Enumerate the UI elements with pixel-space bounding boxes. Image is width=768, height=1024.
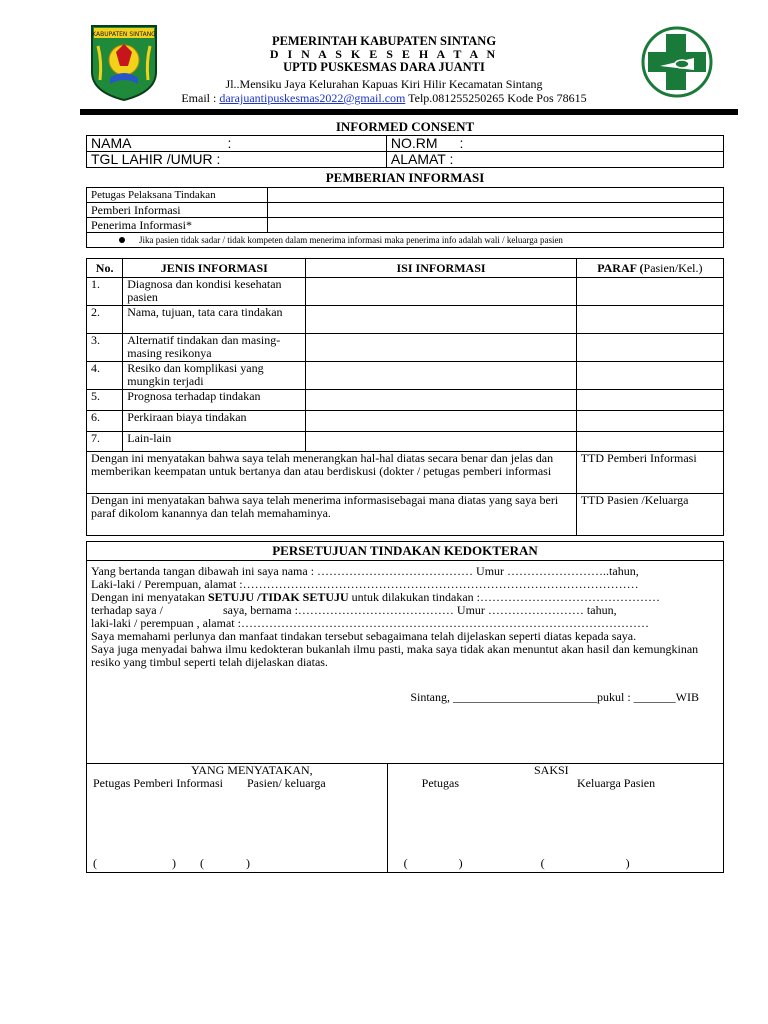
isi-cell[interactable] — [306, 334, 576, 362]
yang-menyatakan-roles — [91, 777, 383, 790]
paraf-cell[interactable] — [576, 306, 723, 334]
row-jenis: Perkiraan biaya tindakan — [123, 411, 306, 432]
row-jenis: Alternatif tindakan dan masing-masing resikonya — [123, 334, 306, 362]
paraf-cell[interactable] — [576, 390, 723, 411]
row-no: 6. — [87, 411, 123, 432]
nama-field[interactable]: NAMA : — [87, 136, 387, 152]
row-no: 5. — [87, 390, 123, 411]
statement-penerima: Dengan ini menyatakan bahwa saya telah menerima informasisebagai mana diatas yang saya beri paraf dikolom kanannya dan telah memahaminya. — [87, 494, 577, 536]
isi-cell[interactable] — [306, 390, 576, 411]
line-alamat[interactable]: Laki-laki / Perempuan, alamat :……………………………………………………………………………………… — [91, 577, 639, 591]
line-pernyataan[interactable]: Dengan ini menyatakan SETUJU /TIDAK SETUJU untuk dilakukan tindakan :……………………………………… — [91, 590, 660, 604]
col-isi: ISI INFORMASI — [306, 259, 576, 278]
col-jenis: JENIS INFORMASI — [123, 259, 306, 278]
row-no: 7. — [87, 432, 123, 452]
header-address: Jl..Mensiku Jaya Kelurahan Kapuas Kiri Hilir Kecamatan Sintang — [225, 77, 543, 91]
header-government: PEMERINTAH KABUPATEN SINTANG — [271, 34, 497, 48]
pemberi-informasi-label: Pemberi Informasi — [87, 203, 268, 218]
ttd-pasien-label: TTD Pasien /Keluarga — [580, 493, 689, 507]
petugas-pelaksana-label: Petugas Pelaksana Tindakan — [87, 188, 268, 203]
ttd-pemberi-cell[interactable] — [576, 452, 723, 494]
identity-table — [86, 135, 724, 168]
row-jenis: Nama, tujuan, tata cara tindakan — [123, 306, 306, 334]
form-title: INFORMED CONSENT — [335, 119, 475, 134]
pemberi-informasi-field[interactable] — [267, 203, 723, 218]
row-jenis: Lain-lain — [123, 432, 306, 452]
norm-field[interactable]: NO.RM : — [386, 136, 723, 152]
saksi-block — [387, 764, 723, 873]
header-contact — [0, 91, 768, 106]
statement-pemberi: Dengan ini menyatakan bahwa saya telah menerangkan hal-hal diatas secara benar dan jelas dan memberikan keempatan untuk bertanya dan atau berdiskusi (dokter / petugas pemberi informasi — [87, 452, 577, 494]
setuju-option[interactable]: SETUJU /TIDAK SETUJU — [207, 590, 349, 604]
penerima-informasi-field[interactable] — [267, 218, 723, 233]
line-menyadari: Saya juga menyadai bahwa ilmu kedokteran bukanlah ilmu pasti, maka saya tidak akan menuntut akan hasil dan kemungkinan resiko yang timbul seperti telah dijelaskan diatas. — [91, 642, 699, 669]
persetujuan-table — [86, 541, 724, 873]
paraf-cell[interactable] — [576, 362, 723, 390]
line-terhadap[interactable]: terhadap saya / saya, bernama :………………………………… Umur …………………… tahun, — [91, 603, 617, 617]
tgl-lahir-field[interactable]: TGL LAHIR /UMUR : — [87, 152, 387, 168]
isi-cell[interactable] — [306, 278, 576, 306]
penerima-informasi-label: Penerima Informasi* — [87, 218, 268, 233]
row-jenis: Resiko dan komplikasi yang mungkin terjadi — [123, 362, 306, 390]
header-agency: D I N A S K E S E H A T A N — [269, 47, 499, 61]
saksi-label: SAKSI — [533, 763, 569, 777]
sign-petugas-pemberi[interactable]: ( ) ( ) — [93, 856, 250, 870]
sign-saksi[interactable]: ( ) ( ) — [403, 856, 630, 870]
persetujuan-body — [87, 561, 724, 764]
isi-cell[interactable] — [306, 432, 576, 452]
yang-menyatakan-block — [87, 764, 388, 873]
pemberian-table — [86, 187, 724, 248]
petugas-pemberi-label: Petugas Pemberi Informasi — [93, 776, 223, 790]
petugas-pelaksana-field[interactable] — [267, 188, 723, 203]
isi-cell[interactable] — [306, 306, 576, 334]
pemberian-title: PEMBERIAN INFORMASI — [325, 170, 485, 185]
line-memahami: Saya memahami perlunya dan manfaat tindakan tersebut sebagaimana telah dijelaskan seperti diatas kepada saya. — [91, 629, 637, 643]
row-jenis: Prognosa terhadap tindakan — [123, 390, 306, 411]
header-divider — [80, 109, 738, 115]
saksi-keluarga-label: Keluarga Pasien — [577, 776, 656, 790]
bullet-icon — [119, 237, 125, 243]
paraf-cell[interactable] — [576, 278, 723, 306]
persetujuan-title: PERSETUJUAN TINDAKAN KEDOKTERAN — [87, 542, 724, 561]
note-row — [87, 233, 724, 248]
row-no: 1. — [87, 278, 123, 306]
paraf-cell[interactable] — [576, 334, 723, 362]
paraf-cell[interactable] — [576, 411, 723, 432]
paraf-cell[interactable] — [576, 432, 723, 452]
saksi-petugas-label: Petugas — [421, 776, 460, 790]
ttd-pasien-cell[interactable] — [576, 494, 723, 536]
sign-place-time[interactable]: Sintang, ________________________pukul : _______WIB — [410, 690, 699, 704]
pasien-keluarga-label: Pasien/ keluarga — [246, 776, 326, 790]
contact-rest: Telp.081255250265 Kode Pos 78615 — [405, 91, 587, 105]
information-table — [86, 258, 724, 536]
row-no: 4. — [87, 362, 123, 390]
email-label: Email : — [181, 91, 220, 105]
row-jenis: Diagnosa dan kondisi kesehatan pasien — [123, 278, 306, 306]
line-alamat-2[interactable]: laki-laki / perempuan , alamat :………………………………………………………………………………………… — [91, 616, 649, 630]
svg-text:KABUPATEN SINTANG: KABUPATEN SINTANG — [92, 31, 156, 38]
isi-cell[interactable] — [306, 411, 576, 432]
alamat-field[interactable]: ALAMAT : — [386, 152, 723, 168]
saksi-roles — [392, 777, 719, 790]
row-no: 2. — [87, 306, 123, 334]
header-puskesmas: UPTD PUSKESMAS DARA JUANTI — [283, 60, 485, 74]
row-no: 3. — [87, 334, 123, 362]
email-link[interactable]: darajuantipuskesmas2022@gmail.com — [219, 91, 406, 105]
isi-cell[interactable] — [306, 362, 576, 390]
line-nama[interactable]: Yang bertanda tangan dibawah ini saya nama : ………………………………… Umur ……………………..tahun, — [91, 564, 639, 578]
col-no: No. — [87, 259, 123, 278]
note-text: Jika pasien tidak sadar / tidak kompeten dalam menerima informasi maka penerima info adalah wali / keluarga pasien — [139, 235, 563, 245]
ttd-pemberi-label: TTD Pemberi Informasi — [580, 451, 697, 465]
col-paraf: PARAF (Pasien/Kel.) — [576, 259, 723, 278]
yang-menyatakan-label: YANG MENYATAKAN, — [190, 763, 313, 777]
